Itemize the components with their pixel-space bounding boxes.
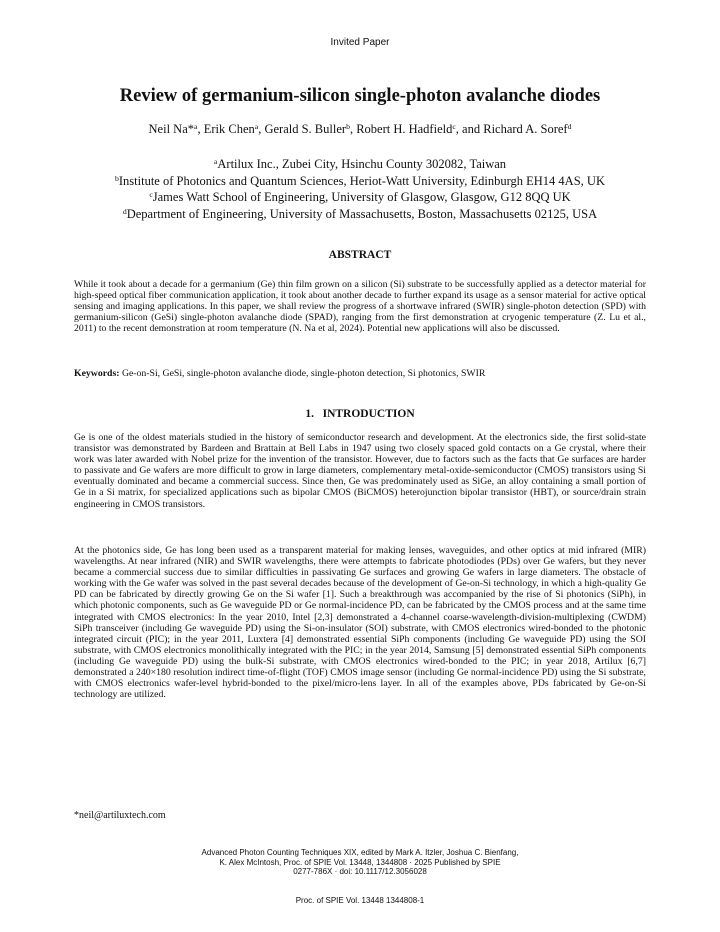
affiliation-mark: d — [122, 206, 127, 216]
intro-paragraph: At the photonics side, Ge has long been used as a transparent material for making lenses, waveguides, and other optics at mid infrared (MIR) wavelengths. At near infrared (NIR) and SWIR wavelengths, there were attempts to fabricate photodiodes (PDs) over Ge wafers, but they never became a commercial success due to similar difficulties in passivating Ge surfaces and growing Ge wafers in large diameters. The obstacle of working with the Ge wafer was solved in the past several decades because of the development of Ge-on-Si technology, in which a high-quality Ge PD can be fabricated by directly growing Ge on the Si wafer [1]. Such a breakthrough was accompanied by the rise of Si photonics (SiPh), in which photonic components, such as Ge waveguide PD or Ge normal-incidence PD, can be fabricated by the CMOS process and at the same time integrated with CMOS electronics: In the year 2010, Intel [2,3] demonstrated a 4-channel coarse-wavelength-division-multiplexing (CWDM) SiPh transceiver (including Ge waveguide PD) using the Si-on-insulator (SOI) substrate, with CMOS electronics wired-bonded to the photonic integrated circuit (PIC); in the year 2011, Luxtera [4] demonstrated essential SiPh components (including Ge waveguide PD) using the SOI substrate, with CMOS electronics monolithically integrated with the PIC; in the year 2014, Samsung [5] demonstrated essential SiPh components (including Ge waveguide PD) using the bulk-Si substrate, with CMOS electronics wired-bonded to the PIC; in year 2018, Artilux [6,7] demonstrated a 240×180 resolution indirect time-of-flight (TOF) CMOS image sensor (including Ge normal-incidence PD) using the Si substrate, with CMOS electronics wafer-level hybrid-bonded to the pixel/micro-lens layer. In all of the examples above, PDs fabricated by Ge-on-Si technology are utilized. — [74, 545, 646, 701]
author-name: Erik Chen — [203, 122, 255, 136]
footer-line: K. Alex McIntosh, Proc. of SPIE Vol. 13448, 1344808 · 2025 Published by SPIE — [219, 857, 501, 867]
author-name: Richard A. Soref — [483, 122, 568, 136]
affiliation-text: James Watt School of Engineering, University of Glasgow, Glasgow, G12 8QQ UK — [152, 190, 571, 204]
affiliation-text: Artilux Inc., Zubei City, Hsinchu County 302082, Taiwan — [217, 157, 507, 171]
author-separator: , — [349, 122, 357, 136]
intro-paragraph: Ge is one of the oldest materials studied in the history of semiconductor research and development. At the electronics side, the first solid-state transistor was demonstrated by Bardeen and Brattain at Bell Labs in 1947 using two closely spaced gold contacts on a Ge crystal, where their work was later awarded with Nobel prize for the invention of the transistor. However, due to factors such as the facts that Ge surfaces are harder to passivate and Ge wafers are more difficult to grow in large diameters, complementary metal-oxide-semiconductor (CMOS) transistors using Si eventually dominated and became a commercial success. Since then, Ge was predominately used as SiGe, an alloy containing a small portion of Ge in a Si matrix, for specialized applications such as bipolar CMOS (BiCMOS) heterojunction bipolar transistor (HBT), or source/drain strain engineering in CMOS transistors. — [74, 432, 646, 510]
page-number: Proc. of SPIE Vol. 13448 1344808-1 — [295, 896, 425, 905]
affiliation-line — [0, 156, 720, 173]
affiliation-line — [0, 206, 720, 223]
abstract-heading: ABSTRACT — [328, 249, 392, 261]
invited-paper-label: Invited Paper — [330, 37, 390, 48]
author-separator: , — [258, 122, 265, 136]
author-name: Robert H. Hadfield — [356, 122, 453, 136]
footer-line: Advanced Photon Counting Techniques XIX, edited by Mark A. Itzler, Joshua C. Bienfang, — [201, 848, 519, 857]
author-separator: , — [197, 122, 204, 136]
abstract-text: While it took about a decade for a germanium (Ge) thin film grown on a silicon (Si) substrate to be successfully applied as a detector material for high-speed optical fiber communication application, it took about another decade to further expand its usage as a sensor material for active optical sensing and imaging applications. In this paper, we shall review the progress of a shortwave infrared (SWIR) single-photon detection (SPD) with germanium-silicon (GeSi) single-photon avalanche diode (SPAD), ranging from the first demonstration at cryogenic temperature (Z. Lu et al., 2011) to the recent demonstration at room temperature (N. Na et al, 2024). Potential new applications will also be discussed. — [74, 279, 646, 335]
author-affiliation-mark: d — [567, 121, 572, 131]
author-name: Gerald S. Buller — [264, 122, 347, 136]
corresponding-author-email: *neil@artiluxtech.com — [74, 810, 166, 821]
affiliation-line — [0, 189, 720, 206]
author-list — [0, 122, 720, 137]
publication-footer — [0, 848, 720, 877]
affiliation-mark: a — [213, 156, 218, 166]
author-separator: , and — [455, 122, 484, 136]
affiliation-text: Department of Engineering, University of Massachusetts, Boston, Massachusetts 02125, USA — [126, 206, 598, 221]
keywords-line — [74, 368, 485, 379]
affiliation-line — [0, 173, 720, 190]
keywords-label: Keywords: — [74, 368, 120, 379]
author-affiliation-mark: a — [194, 121, 198, 131]
keywords-text: Ge-on-Si, GeSi, single-photon avalanche diode, single-photon detection, Si photonics, SWIR — [121, 368, 486, 379]
author-affiliation-mark: c — [452, 121, 456, 131]
affiliation-mark: c — [149, 189, 153, 199]
paper-title: Review of germanium-silicon single-photon avalanche diodes — [119, 86, 601, 106]
footer-line: 0277-786X · doi: 10.1117/12.3056028 — [293, 867, 427, 876]
section-heading-introduction: 1. INTRODUCTION — [305, 408, 415, 420]
affiliation-list — [0, 156, 720, 222]
affiliation-text: Institute of Photonics and Quantum Sciences, Heriot-Watt University, Edinburgh EH14 4AS, UK — [118, 173, 605, 188]
author-name: Neil Na* — [148, 122, 195, 136]
affiliation-mark: b — [115, 173, 119, 183]
author-affiliation-mark: a — [254, 121, 259, 131]
author-affiliation-mark: b — [346, 121, 350, 131]
